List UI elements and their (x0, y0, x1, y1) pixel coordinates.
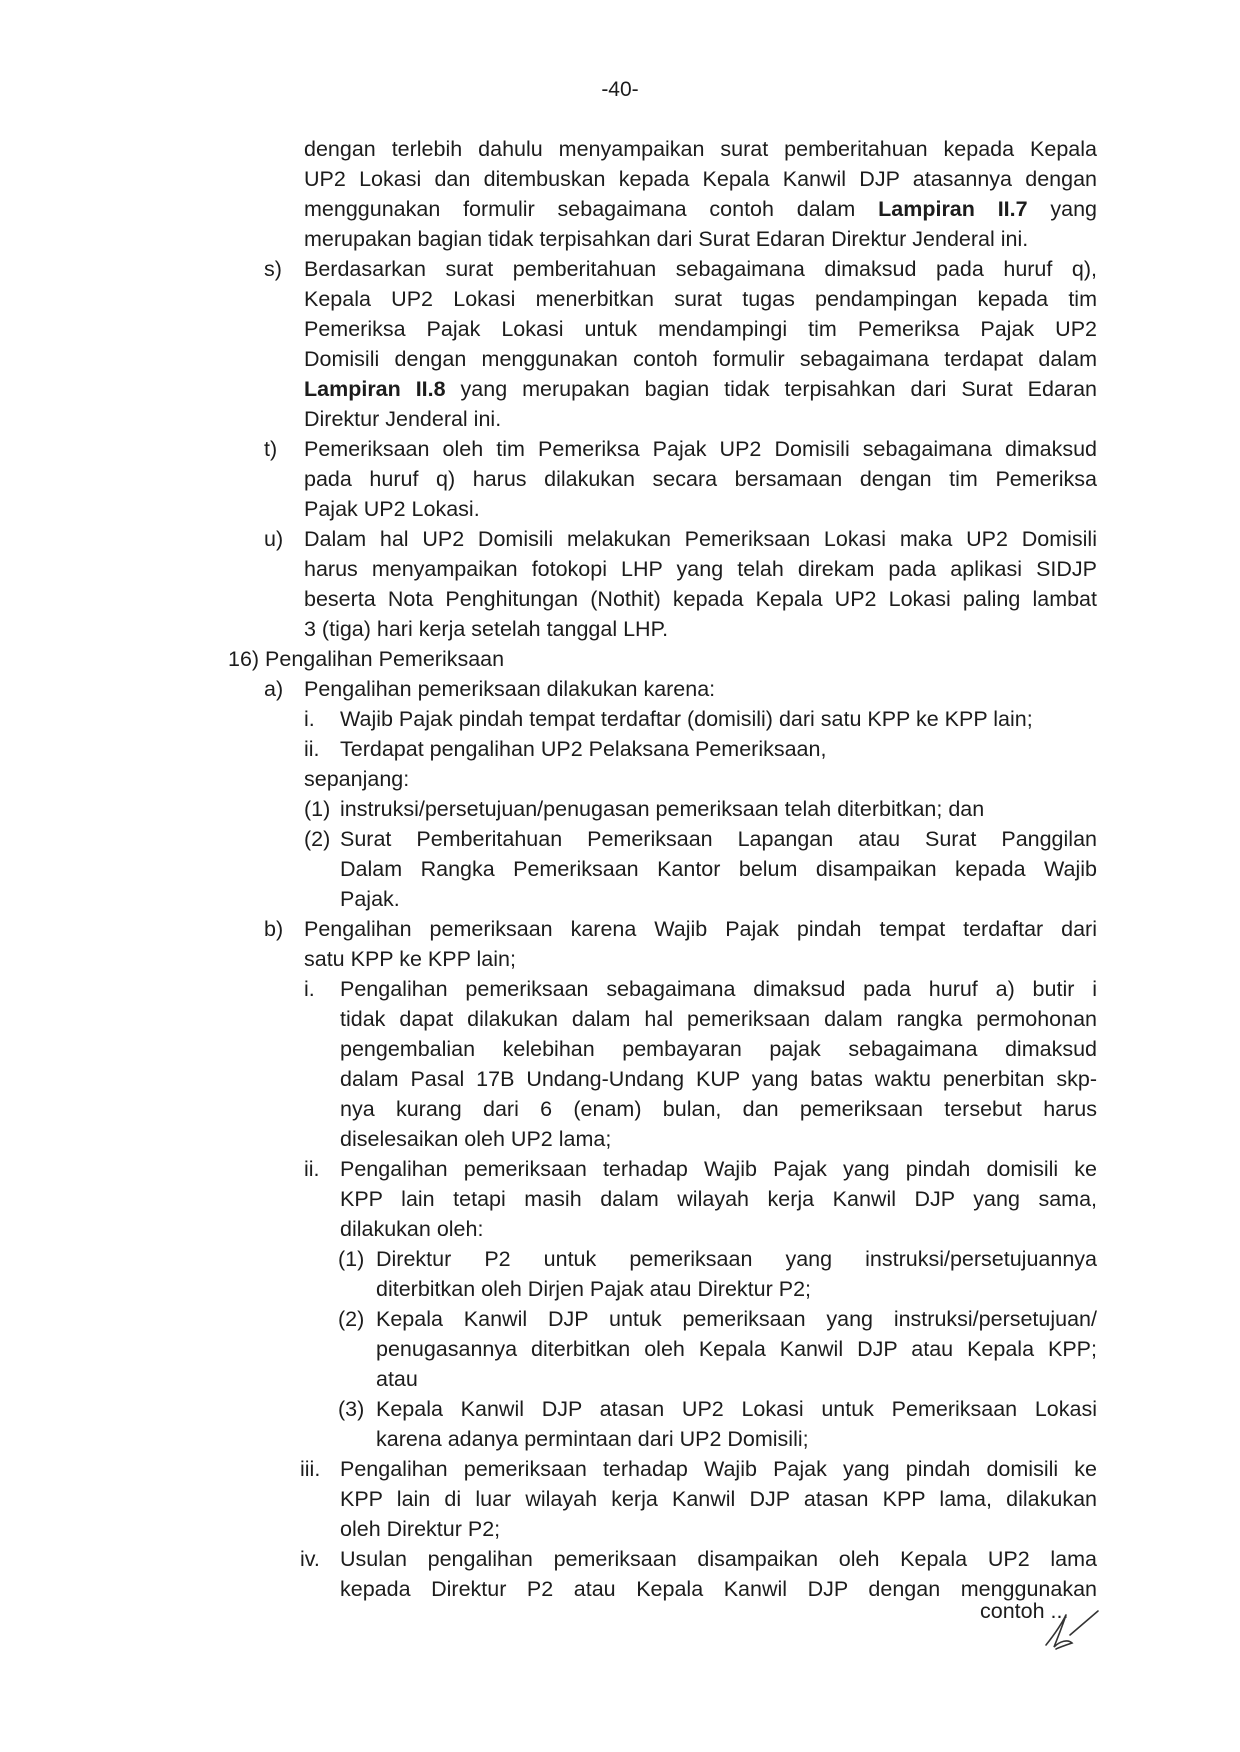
body-line: 3 (tiga) hari kerja setelah tanggal LHP. (304, 617, 669, 641)
body-line: Terdapat pengalihan UP2 Pelaksana Pemeriksaan, (340, 737, 827, 761)
bold-reference: Lampiran II.8 (304, 377, 446, 401)
body-line: Dalam hal UP2 Domisili melakukan Pemeriksaan Lokasi maka UP2 Domisili (304, 527, 1097, 551)
body-line: karena adanya permintaan dari UP2 Domisili; (376, 1427, 809, 1451)
list-marker: s) (264, 257, 282, 281)
body-line: oleh Direktur P2; (340, 1517, 501, 1541)
body-line: Berdasarkan surat pemberitahuan sebagaimana dimaksud pada huruf q), (304, 257, 1097, 281)
body-line: diterbitkan oleh Dirjen Pajak atau Direktur P2; (376, 1277, 811, 1301)
body-line: beserta Nota Penghitungan (Nothit) kepada Kepala UP2 Lokasi paling lambat (304, 587, 1097, 611)
list-marker: iii. (300, 1457, 321, 1481)
body-line: kepada Direktur P2 atau Kepala Kanwil DJP dengan menggunakan (340, 1577, 1097, 1601)
body-line: Wajib Pajak pindah tempat terdaftar (domisili) dari satu KPP ke KPP lain; (340, 707, 1033, 731)
body-line: Pengalihan pemeriksaan dilakukan karena: (304, 677, 716, 701)
list-marker: a) (264, 677, 284, 701)
body-line: Kepala Kanwil DJP atasan UP2 Lokasi untuk Pemeriksaan Lokasi (376, 1397, 1097, 1421)
list-marker: t) (264, 437, 278, 461)
body-line: Pajak UP2 Lokasi. (304, 497, 480, 521)
body-line: Direktur P2 untuk pemeriksaan yang instruksi/persetujuannya (376, 1247, 1097, 1271)
body-line: Pengalihan pemeriksaan terhadap Wajib Pajak yang pindah domisili ke (340, 1457, 1097, 1481)
list-marker: b) (264, 917, 284, 941)
body-line: dalam Pasal 17B Undang-Undang KUP yang batas waktu penerbitan skp- (340, 1067, 1097, 1091)
list-marker: u) (264, 527, 284, 551)
section-heading: 16) Pengalihan Pemeriksaan (228, 647, 505, 671)
body-line: dilakukan oleh: (340, 1217, 484, 1241)
body-line: tidak dapat dilakukan dalam hal pemeriksaan dalam rangka permohonan (340, 1007, 1097, 1031)
body-line: Pajak. (340, 887, 400, 911)
body-line: Pengalihan pemeriksaan terhadap Wajib Pajak yang pindah domisili ke (340, 1157, 1097, 1181)
list-marker: (2) (304, 827, 331, 851)
body-line: merupakan bagian tidak terpisahkan dari Surat Edaran Direktur Jenderal ini. (304, 227, 1029, 251)
body-line: pada huruf q) harus dilakukan secara bersamaan dengan tim Pemeriksa (304, 467, 1097, 491)
body-line: Lampiran II.8 yang merupakan bagian tidak terpisahkan dari Surat Edaran (304, 377, 1098, 401)
body-line: Dalam Rangka Pemeriksaan Kantor belum disampaikan kepada Wajib (340, 857, 1097, 881)
body-line: instruksi/persetujuan/penugasan pemeriksaan telah diterbitkan; dan (340, 797, 985, 821)
body-line: pengembalian kelebihan pembayaran pajak sebagaimana dimaksud (340, 1037, 1097, 1061)
list-marker: (1) (338, 1247, 365, 1271)
body-line: KPP lain di luar wilayah kerja Kanwil DJP atasan KPP lama, dilakukan (340, 1487, 1097, 1511)
list-marker: (1) (304, 797, 331, 821)
body-line: menggunakan formulir sebagaimana contoh dalam Lampiran II.7 yang (304, 197, 1097, 221)
body-line: Kepala Kanwil DJP untuk pemeriksaan yang instruksi/persetujuan/ (376, 1307, 1097, 1331)
body-line: Pengalihan pemeriksaan karena Wajib Pajak pindah tempat terdaftar dari (304, 917, 1097, 941)
body-line: penugasannya diterbitkan oleh Kepala Kanwil DJP atau Kepala KPP; (376, 1337, 1097, 1361)
list-marker: ii. (304, 1157, 320, 1181)
body-line: KPP lain tetapi masih dalam wilayah kerja Kanwil DJP yang sama, (340, 1187, 1097, 1211)
body-line: Direktur Jenderal ini. (304, 407, 502, 431)
body-line: atau (376, 1367, 418, 1391)
list-marker: i. (304, 977, 315, 1001)
body-line: Usulan pengalihan pemeriksaan disampaikan oleh Kepala UP2 lama (340, 1547, 1097, 1571)
list-marker: iv. (300, 1547, 320, 1571)
body-line: nya kurang dari 6 (enam) bulan, dan pemeriksaan tersebut harus (340, 1097, 1097, 1121)
list-marker: ii. (304, 737, 320, 761)
body-line: UP2 Lokasi dan ditembuskan kepada Kepala Kanwil DJP atasannya dengan (304, 167, 1097, 191)
list-marker: (2) (338, 1307, 365, 1331)
body-line: diselesaikan oleh UP2 lama; (340, 1127, 612, 1151)
bold-reference: Lampiran II.7 (878, 197, 1028, 221)
body-line: Pemeriksa Pajak Lokasi untuk mendampingi tim Pemeriksa Pajak UP2 (304, 317, 1097, 341)
body-line: Kepala UP2 Lokasi menerbitkan surat tugas pendampingan kepada tim (304, 287, 1097, 311)
body-line: Pemeriksaan oleh tim Pemeriksa Pajak UP2 Domisili sebagaimana dimaksud (304, 437, 1097, 461)
body-line: dengan terlebih dahulu menyampaikan surat pemberitahuan kepada Kepala (304, 137, 1097, 161)
signature-initial-icon (1040, 1605, 1100, 1655)
body-line: Pengalihan pemeriksaan sebagaimana dimaksud pada huruf a) butir i (340, 977, 1097, 1001)
continuation-word: contoh ... (980, 1599, 1069, 1623)
body-line: harus menyampaikan fotokopi LHP yang telah direkam pada aplikasi SIDJP (304, 557, 1097, 581)
body-line: Domisili dengan menggunakan contoh formulir sebagaimana terdapat dalam (304, 347, 1097, 371)
list-marker: (3) (338, 1397, 365, 1421)
page-number: -40- (601, 78, 639, 101)
body-line: Surat Pemberitahuan Pemeriksaan Lapangan atau Surat Panggilan (340, 827, 1097, 851)
body-line: sepanjang: (304, 767, 410, 791)
list-marker: i. (304, 707, 315, 731)
body-line: satu KPP ke KPP lain; (304, 947, 516, 971)
